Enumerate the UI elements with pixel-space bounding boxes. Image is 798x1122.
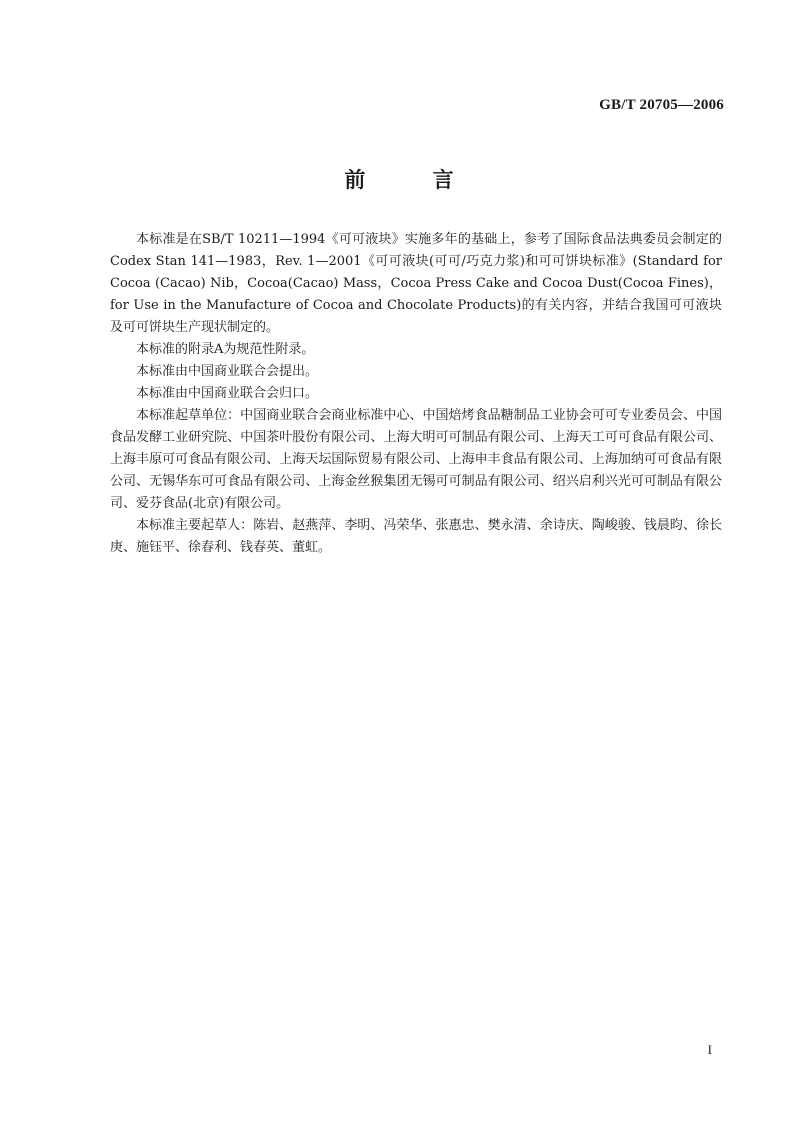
document-body [110,229,722,559]
paragraph-proposed-by: 本标准由中国商业联合会提出。 [136,364,319,379]
paragraph-appendix: 本标准的附录A为规范性附录。 [136,342,315,357]
standard-number: GB/T 20705—2006 [599,97,724,113]
page-number: I [707,1042,712,1057]
paragraph-basis: 本标准是在SB/T 10211—1994《可可液块》实施多年的基础上，参考了国际食品法典委员会制定的Codex Stan 141—1983，Rev. 1—2001《可可液块(可可/巧克力浆)和可可饼块标准》(Standard for Cocoa (Cacao) Nib，Cocoa(Cacao) Mass，Cocoa Press Cake and Cocoa Dust(Cocoa Fines)，for Use in the Manufacture of Cocoa and Chocolate Products)的有关内容，并结合我国可可液块及可可饼块生产现状制定的。 [110,232,722,335]
paragraph-drafters: 本标准主要起草人：陈岩、赵燕萍、李明、冯荣华、张惠忠、樊永清、余诗庆、陶峻骏、钱晨昀、徐长庚、施钰平、徐春利、钱春英、董虹。 [110,518,722,555]
paragraph-centralized-by: 本标准由中国商业联合会归口。 [136,386,319,401]
page-title: 前 言 [344,168,484,192]
paragraph-drafting-units: 本标准起草单位：中国商业联合会商业标准中心、中国焙烤食品糖制品工业协会可可专业委员会、中国食品发酵工业研究院、中国茶叶股份有限公司、上海大明可可制品有限公司、上海天工可可食品有限公司、上海丰原可可食品有限公司、上海天坛国际贸易有限公司、上海申丰食品有限公司、上海加纳可可食品有限公司、无锡华东可可食品有限公司、上海金丝猴集团无锡可可制品有限公司、绍兴启利兴光可可制品有限公司、爱芬食品(北京)有限公司。 [110,408,722,511]
